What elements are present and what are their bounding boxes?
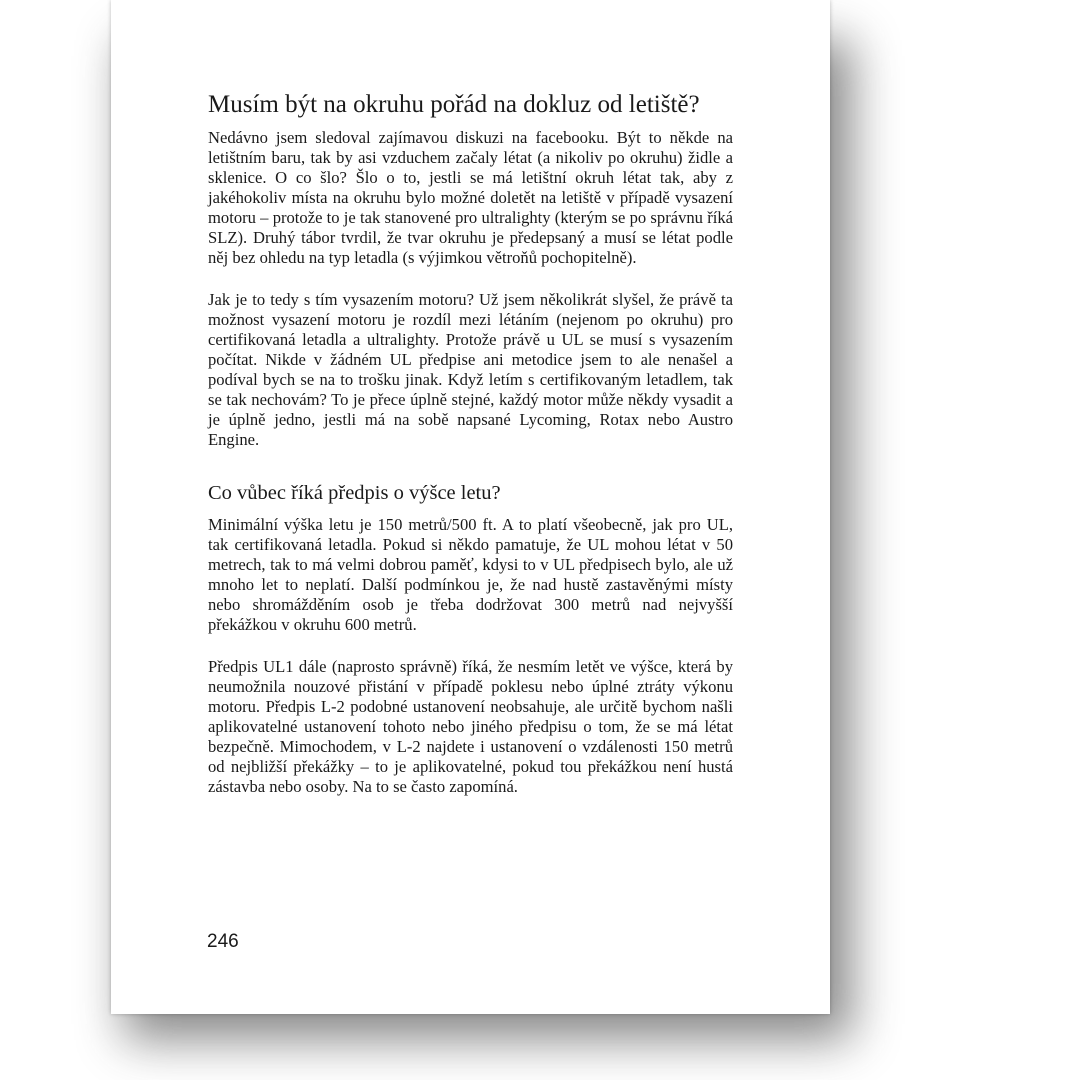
page-number: 246 xyxy=(207,931,239,952)
page-content xyxy=(208,90,733,797)
paragraph: Jak je to tedy s tím vysazením motoru? Už jsem několikrát slyšel, že právě ta možnost vysazení motoru je rozdíl mezi létáním (nejenom po okruhu) pro certifikovaná letadla a ultralighty. Protože právě u UL se musí s vysazením počítat. Nikde v žádném UL předpise ani metodice jsem to ale nenašel a podíval bych se na to trošku jinak. Když letím s certifikovaným letadlem, tak se tak nechovám? To je přece úplně stejné, každý motor může někdy vysadit a je úplně jedno, jestli má na sobě napsané Lycoming, Rotax nebo Austro Engine. xyxy=(208,290,733,449)
page-title: Musím být na okruhu pořád na dokluz od letiště? xyxy=(208,91,700,118)
section-heading: Co vůbec říká předpis o výšce letu? xyxy=(208,482,501,504)
paragraph: Předpis UL1 dále (naprosto správně) říká, že nesmím letět ve výšce, která by neumožnila nouzové přistání v případě poklesu nebo úplné ztráty výkonu motoru. Předpis L-2 podobné ustanovení neobsahuje, ale určitě bychom našli aplikovatelné ustanovení tohoto nebo jiného předpisu o tom, že se má létat bezpečně. Mimochodem, v L-2 najdete i ustanovení o vzdálenosti 150 metrů od nejbližší překážky – to je aplikovatelné, pokud tou překážkou není hustá zástavba nebo osoby. Na to se často zapomíná. xyxy=(208,657,733,796)
paragraph: Nedávno jsem sledoval zajímavou diskuzi na facebooku. Být to někde na letištním baru, tak by asi vzduchem začaly létat (a nikoliv po okruhu) židle a sklenice. O co šlo? Šlo o to, jestli se má letištní okruh létat tak, aby z jakéhokoliv místa na okruhu bylo možné doletět na letiště v případě vysazení motoru – protože to je tak stanovené pro ultralighty (kterým se po správnu říká SLZ). Druhý tábor tvrdil, že tvar okruhu je předepsaný a musí se létat podle něj bez ohledu na typ letadla (s výjimkou větroňů pochopitelně). xyxy=(208,128,733,267)
paragraph: Minimální výška letu je 150 metrů/500 ft. A to platí všeobecně, jak pro UL, tak certifikovaná letadla. Pokud si někdo pamatuje, že UL mohou létat v 50 metrech, tak to má velmi dobrou paměť, kdysi to v UL předpisech bylo, ale už mnoho let to neplatí. Další podmínkou je, že nad hustě zastavěnými místy nebo shromážděním osob je třeba dodržovat 300 metrů nad nejvyšší překážkou v okruhu 600 metrů. xyxy=(208,515,733,634)
book-page xyxy=(111,0,830,1014)
